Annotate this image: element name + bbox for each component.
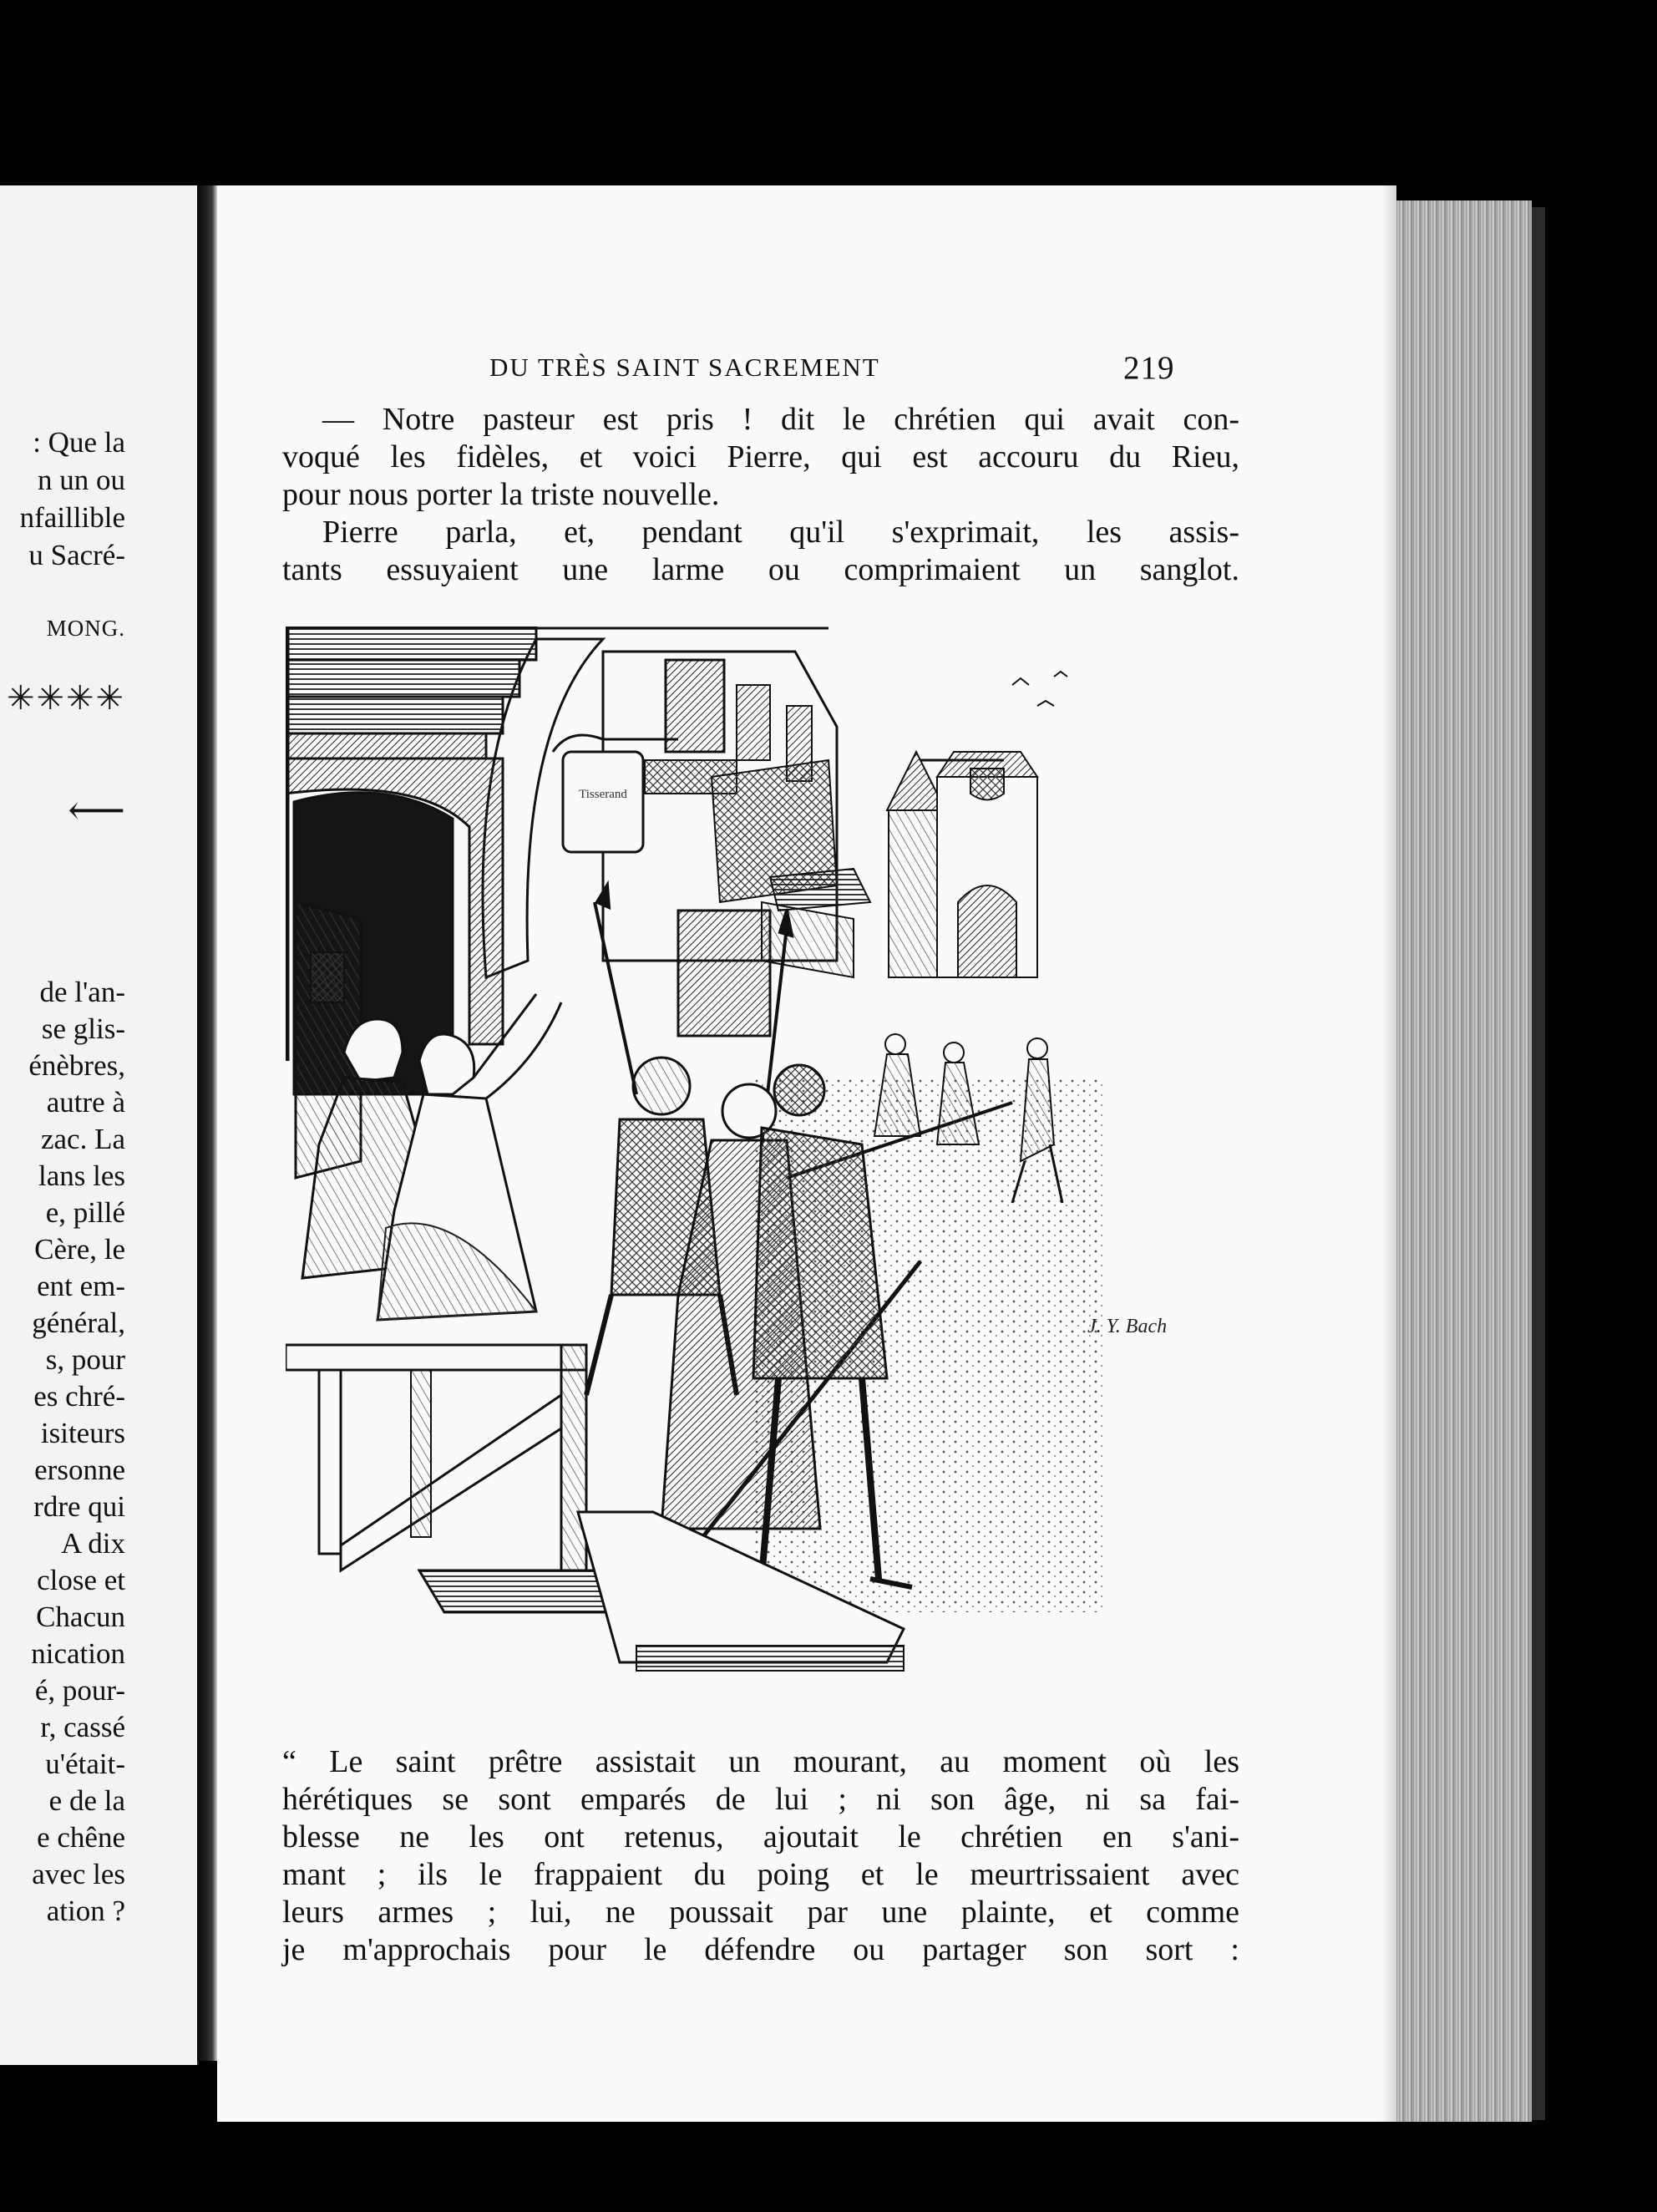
left-line: Chacun [36,1601,125,1633]
shop-sign-text: Tisserand [579,788,627,801]
paragraph-3 [282,1743,1239,1969]
left-line: se glis- [41,1012,125,1045]
left-line: ation ? [46,1895,125,1927]
book-page-edges [1396,200,1532,2122]
left-line: u'était- [45,1748,125,1780]
left-line: es chré- [33,1380,125,1413]
text-line: voqué les fidèles, et voici Pierre, qui est accouru du Rieu, [282,439,1239,474]
left-line: général, [32,1306,125,1339]
paragraph-1 [282,401,1239,514]
text-line: tants essuyaient une larme ou comprimaient un sanglot. [282,552,1239,587]
book-page [217,185,1396,2122]
left-line: r, cassé [40,1711,125,1743]
left-line: A dix [61,1527,125,1560]
text-line: hérétiques se sont emparés de lui ; ni son âge, ni sa fai- [282,1782,1239,1817]
text-line: — Notre pasteur est pris ! dit le chrétien qui avait con- [322,402,1239,437]
book-gutter [197,185,217,2061]
book-cover-edge [1532,207,1545,2120]
house-facade [286,627,536,1178]
wooden-railing [286,1345,586,1570]
left-line: s, pour [45,1343,125,1376]
left-line: autre à [46,1086,125,1119]
text-line: “ Le saint prêtre assistait un mourant, au moment où les [282,1744,1239,1779]
left-line: e chêne [37,1821,125,1854]
left-line: : Que la [33,426,125,459]
text-line: mant ; ils le frappaient du poing et le meurtrissaient avec [282,1857,1239,1892]
left-line: énèbres, [28,1049,125,1082]
left-line: u Sacré- [28,539,125,571]
text-line: je m'approchais pour le défendre ou partager son sort : [282,1932,1239,1967]
left-signature: MONG. [46,616,125,641]
left-line: lans les [38,1159,125,1192]
running-head: DU TRÈS SAINT SACREMENT [489,353,880,382]
background-houses [603,652,1067,1036]
left-hand-ornament: ⟵ [68,789,125,833]
left-line: close et [37,1564,125,1596]
text-line: blesse ne les ont retenus, ajoutait le chrétien en s'ani- [282,1819,1239,1854]
left-line: e, pillé [45,1196,125,1229]
left-line: nication [31,1637,125,1670]
left-line: rdre qui [33,1490,125,1523]
engraving-illustration [286,627,1213,1691]
left-line: isiteurs [40,1417,125,1449]
left-line: Cère, le [34,1233,125,1266]
text-line: Pierre parla, et, pendant qu'il s'exprimait, les assis- [322,515,1239,550]
left-line: ent em- [37,1270,125,1302]
left-line: ersonne [34,1454,125,1486]
left-line: n un ou [38,464,125,496]
page-number: 219 [1123,350,1175,386]
left-ornament: ✳✳✳✳ [6,679,125,717]
left-line: nfaillible [19,501,125,534]
left-line: e de la [48,1784,125,1817]
artist-signature: J. Y. Bach [1087,1316,1168,1337]
text-line: pour nous porter la triste nouvelle. [282,477,720,512]
page-edge-shadow [1381,185,1396,2122]
engraving-drawing [286,627,1213,1691]
text-line: leurs armes ; lui, ne poussait par une plainte, et comme [282,1895,1239,1930]
left-line: avec les [32,1858,125,1890]
left-line: de l'an- [39,976,125,1008]
left-line: é, pour- [34,1674,125,1707]
left-line: zac. La [40,1123,125,1155]
paragraph-2 [282,514,1239,589]
previous-page-fragment [0,185,199,2065]
